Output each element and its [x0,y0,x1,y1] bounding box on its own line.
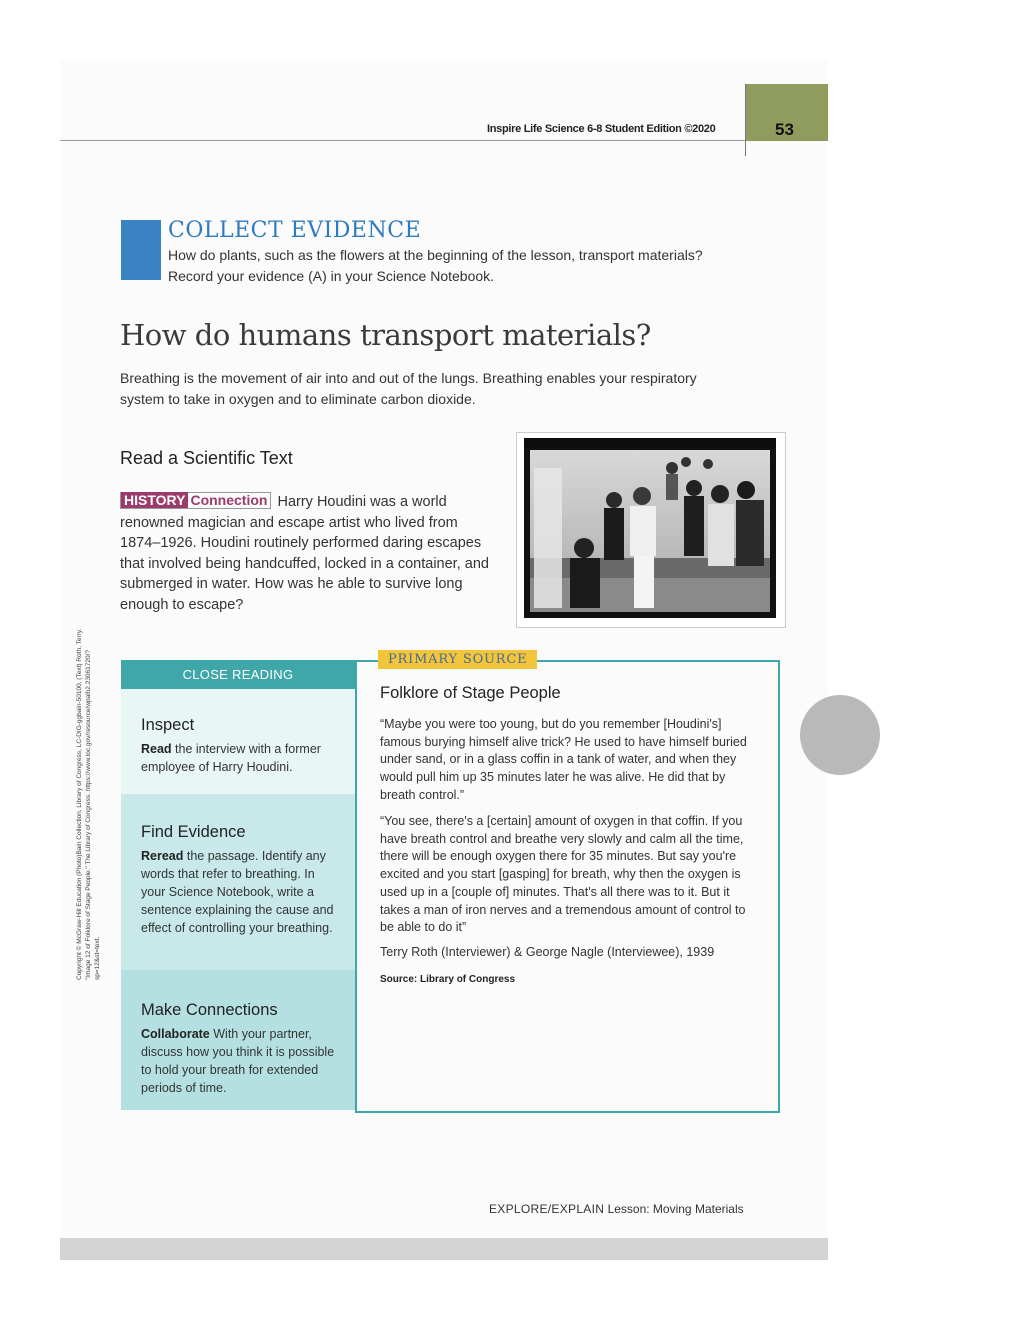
footer [489,1202,744,1216]
primary-source-quote-2: “You see, there's a [certain] amount of oxygen in that coffin. If you have breath control and breathe very slowly and calm all the time, there will be enough oxygen there for 35 minutes. But say you're excited and you start [gasping] for breath, why then the oxygen is used up in a [couple of] minutes. That's all there was to it. But it takes a man of iron nerves and a tremendous amount of control to be able to do it” [380,814,746,935]
read-text-heading: Read a Scientific Text [120,448,293,468]
footer-section: EXPLORE/EXPLAIN [489,1202,605,1216]
page-number: 53 [775,120,794,139]
page-title: How do humans transport materials? [120,318,651,352]
history-text: Harry Houdini was a world renowned magician and escape artist who lived from 1874–1926. Houdini routinely performed daring escapes that involved being handcuffed, locked in a container, and submerged in water. How was he able to survive long enough to escape? [120,494,489,613]
primary-source-quote-1: “Maybe you were too young, but do you remember [Houdini's] famous burying himself alive trick? He used to have himself buried under sand, or in a glass coffin in a tank of water, and when they would pull him up 35 minutes later he was alive. He did that by breath control.” [380,717,747,802]
copyright-notice: Copyright © McGraw-Hill Education (Photo)Bain Collection, Library of Congress, LC-DIG-ggbain-50100, (Text) Roth, Terry. "Image 12 of Folklore of Stage People." The Library of Congress. https://www.loc.gov/resource/wpalh2.23061720/?sp=12&st=text. [76,628,101,980]
primary-source-title: Folklore of Stage People [380,684,561,702]
collect-evidence-bar [121,220,161,280]
inspect-bold: Read [141,742,172,756]
inspect-heading: Inspect [141,716,195,734]
primary-source-tag: PRIMARY SOURCE [378,650,537,669]
page-tab-rule [745,84,746,156]
running-head: Inspire Life Science 6-8 Student Edition ©2020 [487,123,716,135]
badge-connection: Connection [190,492,268,508]
primary-source-credit: Source: Library of Congress [380,974,516,985]
close-reading-header: CLOSE READING [121,660,355,689]
inspect-body: the interview with a former employee of Harry Houdini. [141,742,321,774]
footer-lesson: Lesson: Moving Materials [607,1202,744,1216]
photo-illustration [524,438,776,618]
find-evidence-body: the passage. Identify any words that refer to breathing. In your Science Notebook, write a sentence explaining the cause and effect of controlling your breathing. [141,849,334,935]
make-connections-text [141,1025,341,1097]
header-rule [60,140,745,141]
inspect-text [141,740,341,776]
badge-history: HISTORY [121,492,188,508]
primary-source-attribution: Terry Roth (Interviewer) & George Nagle (Interviewee), 1939 [380,945,715,959]
bottom-scroll-bar [60,1238,828,1260]
houdini-photo [524,438,776,618]
history-connection-badge [120,492,271,509]
collect-evidence-text: How do plants, such as the flowers at the beginning of the lesson, transport materials? Record your evidence (A) in your Science Notebook. [168,247,703,284]
make-connections-bold: Collaborate [141,1027,210,1041]
make-connections-heading: Make Connections [141,1001,278,1019]
make-connections-body: With your partner, discuss how you think it is possible to hold your breath for extended periods of time. [141,1027,335,1095]
find-evidence-heading: Find Evidence [141,823,246,841]
find-evidence-bold: Reread [141,849,184,863]
history-paragraph [120,492,490,615]
side-navigation-handle[interactable] [800,695,880,775]
intro-paragraph: Breathing is the movement of air into and out of the lungs. Breathing enables your respiratory system to take in oxygen and to eliminate carbon dioxide. [120,370,697,407]
find-evidence-text [141,847,341,937]
collect-evidence-title: COLLECT EVIDENCE [168,218,422,243]
